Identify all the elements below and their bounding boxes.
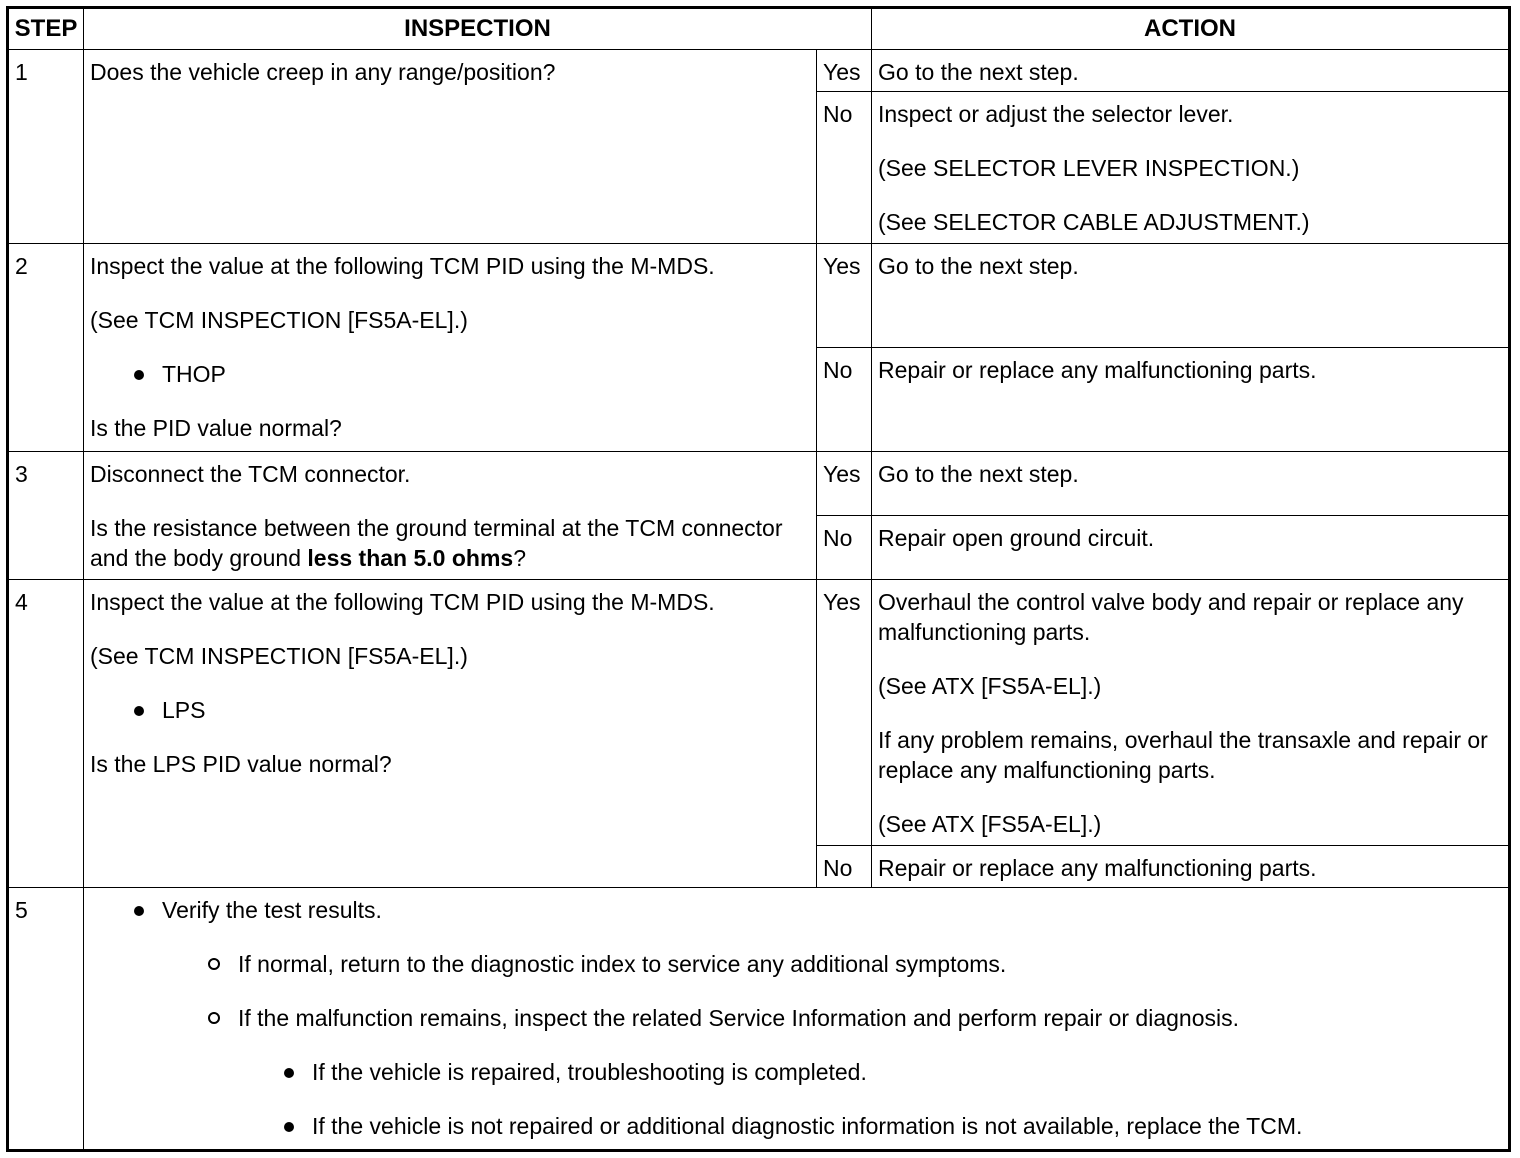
step-3-yes-row: [8, 452, 1510, 516]
yes-label: Yes: [817, 50, 872, 92]
bullet-icon: [284, 1068, 294, 1078]
circle-bullet-icon: [208, 1012, 220, 1024]
step-2-yes-row: [8, 244, 1510, 348]
step-2-no-action: [872, 348, 1510, 452]
step-1-no-action: [872, 92, 1510, 244]
nested-bullet-item: [90, 1057, 1502, 1087]
step-4-yes-row: [8, 580, 1510, 846]
inspection-text: Is the LPS PID value normal?: [90, 751, 392, 777]
nested-bullet-text: If the vehicle is not repaired or additional diagnostic information is not available, replace the TCM.: [312, 1113, 1303, 1139]
sub-bullet-item: [90, 1003, 1502, 1033]
inspection-text: Inspect the value at the following TCM PID using the M-MDS.: [90, 589, 715, 615]
circle-bullet-icon: [208, 958, 220, 970]
bullet-item: [90, 695, 810, 725]
yes-label: Yes: [817, 580, 872, 846]
nested-bullet-item: [90, 1111, 1502, 1141]
bullet-text: THOP: [162, 361, 226, 387]
action-text: (See ATX [FS5A-EL].): [878, 673, 1102, 699]
header-row: [8, 8, 1510, 50]
action-text: (See ATX [FS5A-EL].): [878, 811, 1102, 837]
action-text: If any problem remains, overhaul the transaxle and repair or replace any malfunctioning parts.: [878, 727, 1488, 783]
action-text: Repair open ground circuit.: [878, 525, 1155, 551]
no-label: No: [817, 348, 872, 452]
step-4-inspection: [84, 580, 817, 888]
step-1-yes-row: [8, 50, 1510, 92]
bullet-icon: [134, 906, 144, 916]
action-text: Go to the next step.: [878, 461, 1079, 487]
sub-bullet-item: [90, 949, 1502, 979]
action-text: Inspect or adjust the selector lever.: [878, 101, 1234, 127]
no-label: No: [817, 92, 872, 244]
inspection-text: Inspect the value at the following TCM PID using the M-MDS.: [90, 253, 715, 279]
step-number: 1: [8, 50, 84, 244]
action-text: (See SELECTOR CABLE ADJUSTMENT.): [878, 209, 1310, 235]
question-end: ?: [513, 545, 527, 571]
sub-bullet-text: If the malfunction remains, inspect the related Service Information and perform repair or diagnosis.: [238, 1005, 1239, 1031]
bullet-text: LPS: [162, 697, 206, 723]
bullet-icon: [284, 1122, 294, 1132]
action-text: Repair or replace any malfunctioning parts.: [878, 357, 1317, 383]
bullet-item: [90, 895, 1502, 925]
inspection-text: (See TCM INSPECTION [FS5A-EL].): [90, 643, 468, 669]
inspection-text: Is the PID value normal?: [90, 415, 342, 441]
action-text: (See SELECTOR LEVER INSPECTION.): [878, 155, 1300, 181]
inspection-text: Disconnect the TCM connector.: [90, 461, 411, 487]
action-text: Go to the next step.: [878, 253, 1079, 279]
bullet-item: [90, 359, 810, 389]
step-4-yes-action: [872, 580, 1510, 846]
inspection-header: INSPECTION: [84, 8, 872, 50]
inspection-text: (See TCM INSPECTION [FS5A-EL].): [90, 307, 468, 333]
step-5-content: [84, 888, 1510, 1151]
action-text: Repair or replace any malfunctioning parts.: [878, 855, 1317, 881]
inspection-text: [90, 513, 810, 573]
sub-bullet-text: If normal, return to the diagnostic index to service any additional symptoms.: [238, 951, 1007, 977]
step-2-yes-action: [872, 244, 1510, 348]
inspection-text: Does the vehicle creep in any range/position?: [90, 59, 556, 85]
step-2-inspection: [84, 244, 817, 452]
step-1-yes-action: [872, 50, 1510, 92]
step-header: STEP: [8, 8, 84, 50]
step-3-yes-action: [872, 452, 1510, 516]
action-header: ACTION: [872, 8, 1510, 50]
step-number: 5: [8, 888, 84, 1151]
bullet-icon: [134, 706, 144, 716]
step-4-no-action: [872, 846, 1510, 888]
question-text: Is the resistance between the ground terminal at the TCM connector and the body ground: [90, 515, 783, 571]
action-text: Overhaul the control valve body and repair or replace any malfunctioning parts.: [878, 589, 1464, 645]
bullet-icon: [134, 370, 144, 380]
diagnostic-table: [6, 6, 1511, 1152]
step-3-no-action: [872, 516, 1510, 580]
no-label: No: [817, 516, 872, 580]
no-label: No: [817, 846, 872, 888]
step-3-inspection: [84, 452, 817, 580]
yes-label: Yes: [817, 452, 872, 516]
step-5-row: [8, 888, 1510, 1151]
threshold-text: less than 5.0 ohms: [307, 545, 514, 571]
bullet-text: Verify the test results.: [162, 897, 382, 923]
step-number: 4: [8, 580, 84, 888]
step-number: 2: [8, 244, 84, 452]
step-number: 3: [8, 452, 84, 580]
action-text: Go to the next step.: [878, 59, 1079, 85]
step-1-inspection: [84, 50, 817, 244]
yes-label: Yes: [817, 244, 872, 348]
nested-bullet-text: If the vehicle is repaired, troubleshooting is completed.: [312, 1059, 867, 1085]
